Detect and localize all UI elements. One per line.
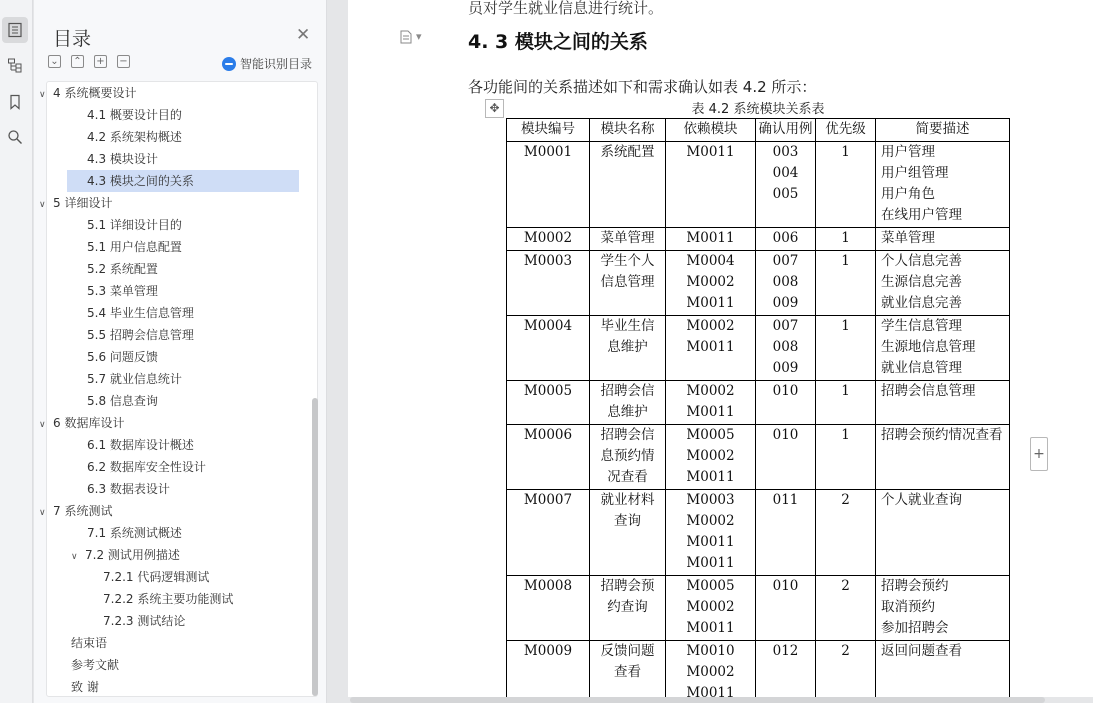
cell-line: 学生信息管理: [881, 318, 962, 334]
module-name-cell[interactable]: 学生个人信息管理: [590, 251, 666, 316]
table-row: [507, 425, 1010, 490]
toc-item-label: 7.2.2 系统主要功能测试: [103, 592, 234, 606]
toc-item-label: 7.2.1 代码逻辑测试: [103, 570, 210, 584]
toc-item[interactable]: [71, 544, 180, 566]
description-cell[interactable]: [876, 251, 1010, 316]
description-cell[interactable]: [876, 228, 1010, 251]
cell-line: 007: [772, 253, 799, 269]
module-name-cell[interactable]: 系统配置: [590, 142, 666, 228]
cell-line: 005: [772, 186, 799, 202]
toc-item[interactable]: [87, 258, 158, 280]
toc-item[interactable]: [71, 654, 119, 676]
cell-line: M0003: [686, 492, 735, 508]
smart-recognize-icon: [222, 57, 236, 71]
cell-line: 生源地信息管理: [881, 339, 976, 355]
table-header-cell: 模块编号: [507, 119, 590, 142]
toc-item-label: 7 系统测试: [53, 504, 113, 518]
toc-item[interactable]: [71, 632, 107, 654]
module-id-cell[interactable]: M0001: [507, 142, 590, 228]
document-area: [328, 0, 1093, 703]
toc-item[interactable]: [39, 412, 124, 434]
chevron-down-icon[interactable]: ∨: [39, 90, 46, 100]
priority-cell[interactable]: 1: [816, 381, 876, 425]
cell-line: M0011: [686, 620, 735, 636]
toc-item-label: 5.2 系统配置: [87, 262, 158, 276]
toc-item[interactable]: [87, 478, 170, 500]
cell-line: M0002: [686, 383, 735, 399]
cell-line: M0011: [686, 469, 735, 485]
toc-panel-icon[interactable]: [2, 17, 28, 43]
dependency-cell[interactable]: [666, 142, 756, 228]
description-cell[interactable]: [876, 142, 1010, 228]
cell-line: M0002: [686, 318, 735, 334]
module-name-cell[interactable]: 就业材料查询: [590, 490, 666, 576]
cell-line: 就业信息完善: [881, 295, 962, 311]
toc-item-label: 6.3 数据表设计: [87, 482, 170, 496]
toc-item-label: 结束语: [71, 636, 108, 650]
section-heading: 4. 3 模块之间的关系: [468, 31, 648, 53]
module-id-cell[interactable]: M0004: [507, 316, 590, 381]
priority-cell[interactable]: 1: [816, 316, 876, 381]
use-case-cell[interactable]: [756, 381, 816, 425]
demote-level-icon[interactable]: −: [117, 55, 130, 68]
add-column-icon[interactable]: +: [1030, 437, 1048, 471]
chevron-down-icon[interactable]: ∨: [71, 552, 78, 562]
toc-item-label: 6.1 数据库设计概述: [87, 438, 194, 452]
use-case-cell[interactable]: [756, 425, 816, 490]
module-id-cell[interactable]: M0002: [507, 228, 590, 251]
module-name-cell[interactable]: 菜单管理: [590, 228, 666, 251]
toc-item-label: 5.7 就业信息统计: [87, 372, 182, 386]
cell-line: M0004: [686, 253, 735, 269]
description-cell[interactable]: [876, 490, 1010, 576]
table-row: [507, 490, 1010, 576]
priority-cell[interactable]: 2: [816, 490, 876, 576]
priority-cell[interactable]: 1: [816, 251, 876, 316]
dependency-cell[interactable]: [666, 490, 756, 576]
toc-item[interactable]: [103, 588, 233, 610]
dependency-cell[interactable]: [666, 381, 756, 425]
toc-toolbar: [48, 55, 130, 69]
module-relation-table: [506, 118, 1010, 697]
use-case-cell[interactable]: [756, 316, 816, 381]
toc-item-label: 5.6 问题反馈: [87, 350, 158, 364]
toc-item[interactable]: [103, 610, 185, 632]
cell-line: M0011: [686, 339, 735, 355]
cell-line: M0011: [686, 685, 735, 697]
left-icon-rail: [0, 0, 33, 703]
cell-line: M0002: [686, 513, 735, 529]
cell-line: M0005: [686, 578, 735, 594]
cell-line: 010: [772, 383, 799, 399]
toc-item-label: 4 系统概要设计: [53, 86, 137, 100]
module-name-cell[interactable]: 招聘会信息预约情况查看: [590, 425, 666, 490]
description-cell[interactable]: [876, 425, 1010, 490]
cell-line: M0002: [686, 599, 735, 615]
toc-item-label: 7.2 测试用例描述: [85, 548, 180, 562]
cell-line: M0011: [686, 230, 735, 246]
outline-tree-icon[interactable]: [2, 52, 28, 78]
description-cell[interactable]: [876, 381, 1010, 425]
cell-line: 在线用户管理: [881, 207, 962, 223]
cell-line: 个人信息完善: [881, 253, 962, 269]
cell-line: M0002: [686, 448, 735, 464]
priority-cell[interactable]: 1: [816, 142, 876, 228]
cell-line: M0010: [686, 643, 735, 659]
toc-item-label: 5.8 信息查询: [87, 394, 158, 408]
dependency-cell[interactable]: [666, 228, 756, 251]
close-icon[interactable]: ✕: [296, 25, 311, 45]
toc-scrollbar[interactable]: [312, 398, 318, 696]
cell-line: 参加招聘会: [881, 620, 949, 636]
cell-line: M0005: [686, 427, 735, 443]
use-case-cell[interactable]: [756, 251, 816, 316]
toc-item[interactable]: [87, 280, 158, 302]
cell-line: 菜单管理: [881, 230, 935, 246]
toc-item-label: 致 谢: [71, 680, 99, 694]
cell-line: 用户角色: [881, 186, 935, 202]
toc-item-label: 5.1 用户信息配置: [87, 240, 182, 254]
cell-line: 取消预约: [881, 599, 935, 615]
toc-item[interactable]: [87, 522, 182, 544]
toc-item-label: 5.3 菜单管理: [87, 284, 158, 298]
toc-item[interactable]: [87, 434, 194, 456]
cell-line: 003: [772, 144, 799, 160]
table-row: [507, 641, 1010, 698]
description-cell[interactable]: [876, 641, 1010, 698]
module-name-cell[interactable]: 招聘会预约查询: [590, 576, 666, 641]
toc-panel: [34, 0, 327, 703]
cell-line: 012: [772, 643, 799, 659]
toc-item[interactable]: [87, 302, 194, 324]
cell-line: M0011: [686, 295, 735, 311]
toc-item[interactable]: [87, 148, 158, 170]
chevron-down-icon[interactable]: ∨: [39, 200, 46, 210]
chevron-down-icon[interactable]: ∨: [39, 420, 46, 430]
table-row: [507, 381, 1010, 425]
toc-item[interactable]: [71, 676, 99, 698]
cell-line: 010: [772, 578, 799, 594]
table-header-cell: 确认用例: [756, 119, 816, 142]
cell-line: 返回问题查看: [881, 643, 962, 659]
dependency-cell[interactable]: [666, 641, 756, 698]
toc-item[interactable]: [87, 456, 206, 478]
paragraph-menu-icon[interactable]: ▾: [400, 30, 426, 46]
cell-line: 用户组管理: [881, 165, 949, 181]
cell-line: 007: [772, 318, 799, 334]
module-id-cell[interactable]: M0003: [507, 251, 590, 316]
toc-item[interactable]: [87, 126, 182, 148]
table-row: [507, 251, 1010, 316]
table-move-handle-icon[interactable]: ✥: [485, 99, 504, 118]
toc-item-label: 4.3 模块之间的关系: [87, 174, 194, 188]
cell-line: 招聘会预约情况查看: [881, 427, 1003, 443]
promote-level-icon[interactable]: +: [94, 55, 107, 68]
toc-item[interactable]: [39, 82, 136, 104]
horizontal-scrollbar[interactable]: [350, 697, 1045, 703]
toc-item[interactable]: [39, 192, 112, 214]
toc-item-label: 5.5 招聘会信息管理: [87, 328, 194, 342]
smart-recognize-label: 智能识别目录: [240, 57, 313, 71]
toc-item-label: 6.2 数据库安全性设计: [87, 460, 206, 474]
dependency-cell[interactable]: [666, 576, 756, 641]
toc-title: 目录: [53, 28, 92, 50]
module-name-cell[interactable]: 毕业生信息维护: [590, 316, 666, 381]
priority-cell[interactable]: 2: [816, 576, 876, 641]
cell-line: M0011: [686, 144, 735, 160]
bookmark-icon[interactable]: [2, 89, 28, 115]
module-id-cell[interactable]: M0008: [507, 576, 590, 641]
table-caption: 表 4.2 系统模块关系表: [691, 102, 825, 117]
toc-item[interactable]: [87, 236, 182, 258]
toc-item-label: 4.1 概要设计目的: [87, 108, 182, 122]
table-row: [507, 228, 1010, 251]
toc-item-label: 5.4 毕业生信息管理: [87, 306, 194, 320]
intro-paragraph: 各功能间的关系描述如下和需求确认如表 4.2 所示：: [468, 78, 817, 96]
cell-line: M0002: [686, 274, 735, 290]
document-page: [348, 0, 1093, 697]
toc-item-label: 5.1 详细设计目的: [87, 218, 182, 232]
table-row: [507, 316, 1010, 381]
cell-line: 招聘会信息管理: [881, 383, 976, 399]
toc-item[interactable]: [87, 368, 182, 390]
toc-item-label: 5 详细设计: [53, 196, 113, 210]
table-row: [507, 576, 1010, 641]
toc-item[interactable]: [67, 170, 299, 192]
priority-cell[interactable]: 1: [816, 228, 876, 251]
cell-line: M0002: [686, 664, 735, 680]
cell-line: 生源信息完善: [881, 274, 962, 290]
priority-cell[interactable]: 1: [816, 425, 876, 490]
description-cell[interactable]: [876, 316, 1010, 381]
cell-line: 用户管理: [881, 144, 935, 160]
table-header-cell: 简要描述: [876, 119, 1010, 142]
cell-line: 010: [772, 427, 799, 443]
cell-line: 011: [772, 492, 799, 508]
smart-recognize-toc-button[interactable]: [222, 55, 312, 72]
use-case-cell[interactable]: [756, 490, 816, 576]
toc-item[interactable]: [103, 566, 209, 588]
module-id-cell[interactable]: M0007: [507, 490, 590, 576]
dependency-cell[interactable]: [666, 425, 756, 490]
toc-list: [39, 81, 318, 697]
cell-line: 004: [772, 165, 799, 181]
dependency-cell[interactable]: [666, 316, 756, 381]
toc-item-label: 7.1 系统测试概述: [87, 526, 182, 540]
cell-line: 个人就业查询: [881, 492, 962, 508]
cell-line: 009: [772, 360, 799, 376]
collapse-all-icon[interactable]: ⌃: [71, 55, 84, 68]
module-id-cell[interactable]: M0009: [507, 641, 590, 698]
toc-item[interactable]: [87, 390, 158, 412]
table-header-cell: 模块名称: [590, 119, 666, 142]
priority-cell[interactable]: 2: [816, 641, 876, 698]
use-case-cell[interactable]: [756, 228, 816, 251]
cell-line: 招聘会预约: [881, 578, 949, 594]
use-case-cell[interactable]: [756, 576, 816, 641]
cell-line: 就业信息管理: [881, 360, 962, 376]
expand-all-icon[interactable]: ⌄: [48, 55, 61, 68]
cell-line: 006: [772, 230, 799, 246]
dependency-cell[interactable]: [666, 251, 756, 316]
search-icon[interactable]: [2, 124, 28, 150]
toc-item-label: 4.3 模块设计: [87, 152, 158, 166]
module-name-cell[interactable]: 招聘会信息维护: [590, 381, 666, 425]
toc-item[interactable]: [87, 104, 182, 126]
toc-item[interactable]: [87, 346, 158, 368]
table-header-row: [507, 119, 1010, 142]
toc-item-label: 参考文献: [71, 658, 120, 672]
toc-item[interactable]: [39, 500, 112, 522]
toc-item-label: 6 数据库设计: [53, 416, 125, 430]
cell-line: 008: [772, 274, 799, 290]
cell-line: 008: [772, 339, 799, 355]
cell-line: 009: [772, 295, 799, 311]
toc-item-label: 4.2 系统架构概述: [87, 130, 182, 144]
module-id-cell[interactable]: M0005: [507, 381, 590, 425]
use-case-cell[interactable]: [756, 641, 816, 698]
cell-line: M0011: [686, 534, 735, 550]
cell-line: M0011: [686, 404, 735, 420]
module-id-cell[interactable]: M0006: [507, 425, 590, 490]
toc-item-label: 7.2.3 测试结论: [103, 614, 186, 628]
description-cell[interactable]: [876, 576, 1010, 641]
previous-paragraph-text: 员对学生就业信息进行统计。: [468, 0, 664, 17]
module-name-cell[interactable]: 反馈问题查看: [590, 641, 666, 698]
table-header-cell: 优先级: [816, 119, 876, 142]
table-row: [507, 142, 1010, 228]
table-header-cell: 依赖模块: [666, 119, 756, 142]
toc-item[interactable]: [87, 324, 194, 346]
use-case-cell[interactable]: [756, 142, 816, 228]
toc-item[interactable]: [87, 214, 182, 236]
cell-line: M0011: [686, 555, 735, 571]
chevron-down-icon[interactable]: ∨: [39, 508, 46, 518]
